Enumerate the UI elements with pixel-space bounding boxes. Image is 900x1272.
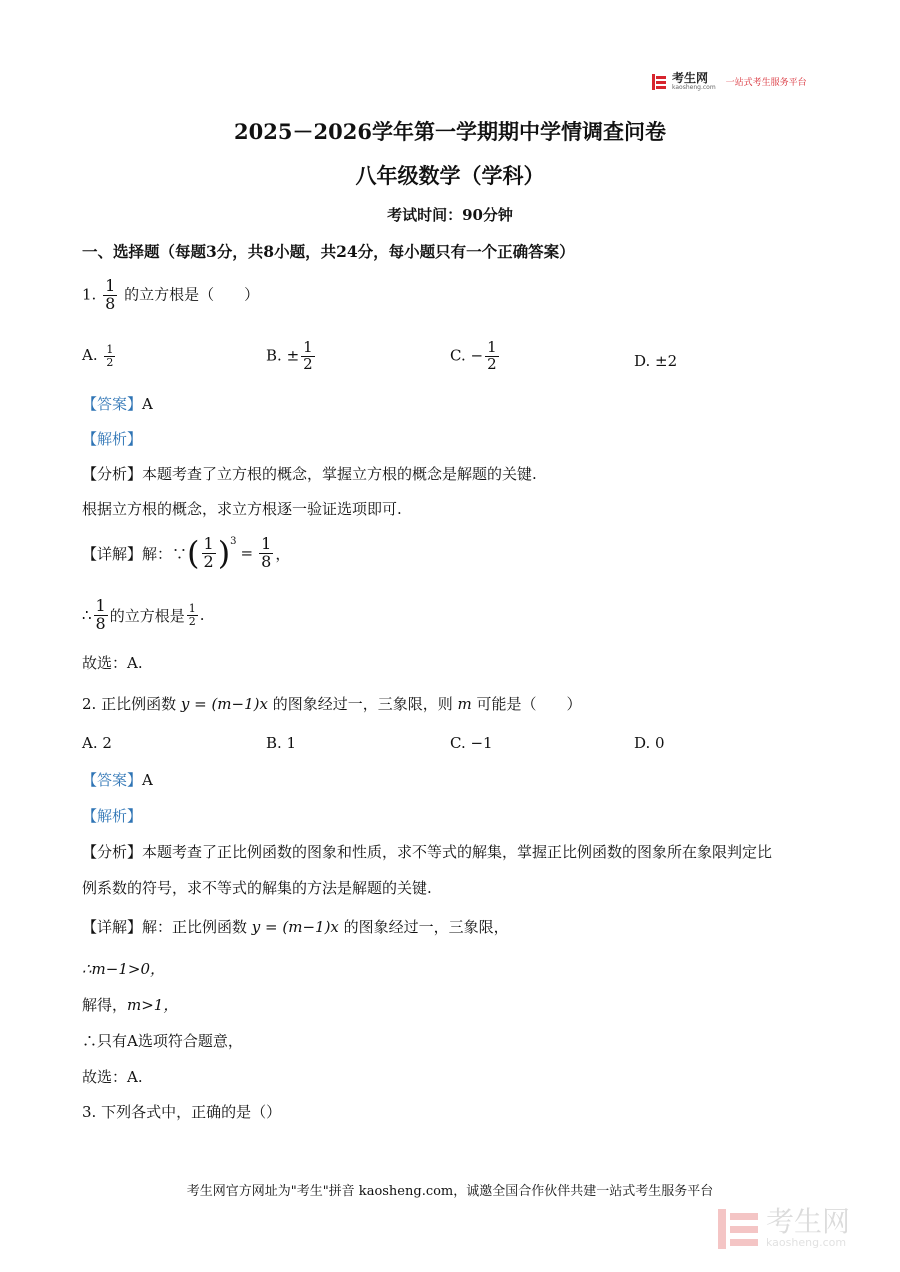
fraction [301, 340, 315, 373]
analysis-text: 【分析】本题考查了正比例函数的图象和性质，求不等式的解集，掌握正比例函数的图象所在象限判定比 [82, 843, 773, 861]
right-paren-icon: ) [217, 534, 231, 573]
fraction-numerator: 1 [261, 534, 272, 553]
detail-prefix: 【详解】解：∵ [82, 544, 188, 563]
option-sign: − [470, 346, 484, 365]
analysis-tag: 【解析】 [82, 807, 143, 825]
option-label: A. [82, 346, 98, 365]
fraction-denominator: 2 [303, 354, 313, 373]
footer-text: 考生网官方网址为"考生"拼音 kaosheng.com，诚邀全国合作伙伴共建一站式考生服务平台 [186, 1184, 714, 1199]
step-1: ∴m−1>0， [82, 960, 165, 978]
analysis-text-2: 例系数的符号，求不等式的解集的方法是解题的关键. [82, 879, 432, 897]
question-2-stem [82, 693, 582, 714]
detail-line [82, 916, 509, 937]
option-a: A. 2 [82, 734, 112, 752]
choose-line: 故选：A. [82, 654, 143, 672]
fraction-denominator: 2 [487, 354, 497, 373]
fraction-numerator: 1 [106, 343, 114, 356]
logo-text-group [672, 72, 716, 91]
fraction-numerator: 1 [203, 534, 214, 553]
fraction-denominator: 2 [188, 614, 196, 628]
option-a [82, 344, 117, 368]
watermark-text-group [766, 1205, 851, 1249]
option-label: B. [266, 346, 282, 365]
watermark [718, 1205, 851, 1249]
fraction-numerator: 1 [188, 602, 196, 616]
fraction [104, 344, 115, 368]
page-subtitle: 八年级数学（学科） [355, 163, 545, 188]
answer-value: A [142, 771, 153, 789]
answer-value: A [142, 395, 153, 413]
option-b [266, 340, 317, 373]
left-paren-icon: ( [187, 534, 200, 573]
fraction-numerator: 1 [95, 596, 106, 615]
fraction [187, 603, 198, 627]
answer-tag: 【答案】 [82, 395, 143, 413]
fraction [94, 598, 108, 633]
fraction-denominator: 8 [105, 293, 116, 313]
analysis-tag: 【解析】 [82, 430, 143, 448]
therefore-line [82, 598, 205, 633]
watermark-en: kaosheng.com [766, 1236, 847, 1249]
logo-slogan: 一站式考生服务平台 [725, 78, 807, 88]
detail-prefix: 【详解】解：正比例函数 [82, 918, 248, 936]
fraction-denominator: 2 [203, 551, 214, 571]
question-text: 可能是（ ） [476, 695, 582, 713]
exam-time: 考试时间：90分钟 [387, 206, 513, 224]
question-text: 2. 正比例函数 [82, 695, 177, 713]
option-sign: ± [286, 346, 300, 365]
fraction [259, 536, 273, 571]
header-logo [652, 72, 807, 91]
analysis-text-2: 根据立方根的概念，求立方根逐一验证选项即可. [82, 500, 402, 518]
fraction [202, 536, 216, 571]
punct: . [199, 606, 205, 625]
formula: y = (m−1)x [180, 695, 268, 713]
option-text: ±2 [655, 352, 678, 370]
formula: y = (m−1)x [251, 918, 339, 936]
logo-sub: kaosheng.com [672, 84, 716, 91]
fraction-denominator: 2 [106, 355, 114, 369]
kaosheng-logo-icon [652, 74, 666, 90]
option-c: C. −1 [450, 734, 493, 752]
question-text: 的立方根是（ ） [124, 285, 260, 304]
fraction-numerator: 1 [303, 338, 313, 356]
fraction-numerator: 1 [105, 276, 116, 295]
equals-sign: = [240, 544, 254, 563]
answer-line [82, 393, 153, 414]
question-number: 1. [82, 285, 97, 304]
fraction [103, 278, 117, 313]
step-math: m>1， [127, 996, 179, 1014]
option-b: B. 1 [266, 734, 297, 752]
step-2 [82, 994, 178, 1015]
fraction-denominator: 8 [95, 613, 106, 633]
question-3-stem: 3. 下列各式中，正确的是（） [82, 1103, 282, 1121]
therefore-text: 的立方根是 [109, 606, 185, 625]
option-c [450, 340, 501, 373]
watermark-cn: 考生网 [766, 1205, 851, 1238]
analysis-text: 【分析】本题考查了立方根的概念，掌握立方根的概念是解题的关键. [82, 465, 537, 483]
therefore-icon: ∴ [82, 606, 92, 625]
answer-line [82, 769, 153, 790]
fraction-numerator: 1 [487, 338, 497, 356]
option-d: D. 0 [634, 734, 665, 752]
question-text: 的图象经过一，三象限，则 [272, 695, 453, 713]
detail-text: 的图象经过一，三象限， [343, 918, 509, 936]
choose-line: 故选：A. [82, 1068, 143, 1086]
punct: ， [275, 544, 291, 563]
fraction-denominator: 8 [261, 551, 272, 571]
page-title: 2025－2026学年第一学期期中学情调查问卷 [234, 119, 666, 144]
option-label: C. [450, 346, 466, 365]
detail-line [82, 536, 290, 571]
variable: m [457, 695, 472, 713]
step-3: ∴只有A选项符合题意， [82, 1032, 243, 1050]
logo-text: 考生网 [672, 71, 709, 85]
question-1-stem [82, 278, 259, 313]
option-label: D. [634, 352, 651, 370]
step-text: 解得， [82, 996, 128, 1014]
option-d [634, 352, 677, 370]
exponent: 3 [230, 536, 237, 547]
fraction [485, 340, 499, 373]
watermark-logo-icon [718, 1209, 758, 1249]
section-heading: 一、选择题（每题3分，共8小题，共24分，每小题只有一个正确答案） [82, 242, 575, 261]
answer-tag: 【答案】 [82, 771, 143, 789]
